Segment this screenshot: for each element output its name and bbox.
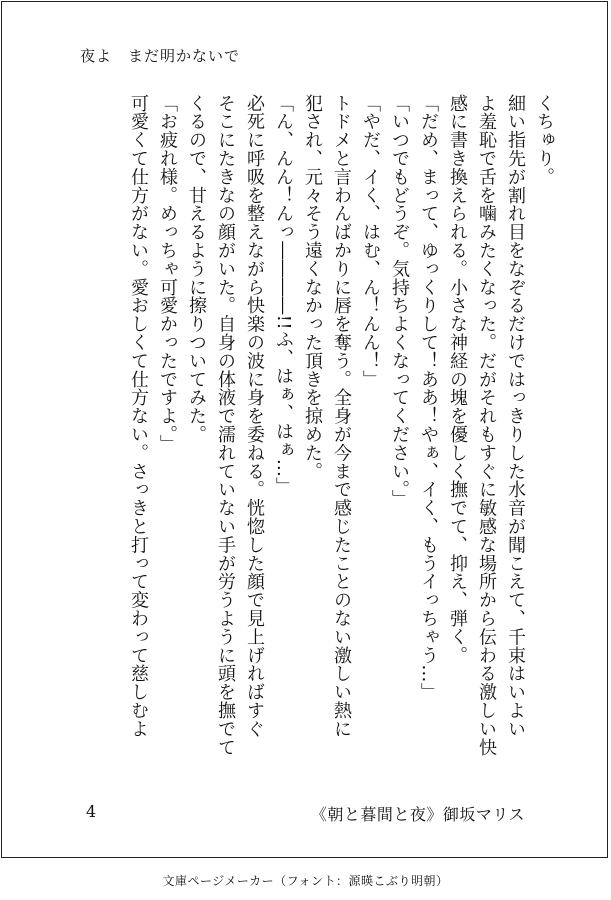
text-line: そこにたきなの顔がいた。自身の体液で濡れていない手が労うように頭を撫でて <box>215 94 236 757</box>
text-line: 「いつでもどうぞ。気持ちよくなってください。」 <box>389 94 410 509</box>
text-line: 可愛くて仕方がない。愛おしくて仕方ない。さっきと打って変わって慈しむよ <box>128 94 149 738</box>
text-line: 「やだ、イく、はむ、ん！んん！」 <box>360 94 381 389</box>
text-line: 感に書き換えられる。小さな神経の塊を優しく撫でて、抑え、弾く。 <box>447 94 468 665</box>
footer-credit: 文庫ページメーカー（フォント：源暎こぶり明朝） <box>162 874 449 888</box>
text-line: 必死に呼吸を整えながら快楽の波に身を委ねる。恍惚した顔で見上げればすぐ <box>244 94 265 738</box>
text-line: 「だめ、まって、ゆっくりして！ああ！やぁ、イく、もうイっちゃう…」 <box>418 94 439 702</box>
text-line: 「お疲れ様。めっちゃ可愛かったですよ。」 <box>157 94 178 453</box>
running-title: 夜よ まだ明かないで <box>80 47 241 65</box>
page-number: 4 <box>86 802 97 821</box>
text-line: 細い指先が割れ目をなぞるだけではっきりした水音が聞こえて、千束はいよい <box>505 94 526 738</box>
text-line: くちゅり。 <box>534 94 555 186</box>
text-line: くるので、甘えるように擦りついてみた。 <box>186 94 207 444</box>
body-text <box>124 94 559 757</box>
text-line: トドメと言わんばかりに唇を奪う。全身が今まで感じたことのない激しい熱に <box>331 94 352 738</box>
text-line: 犯され、元々そう遠くなかった頂きを掠めた。 <box>302 94 323 481</box>
book-title: 《朝と暮間と夜》御坂マリス <box>310 805 525 824</box>
book-page <box>1 1 608 858</box>
text-line: よ羞恥で舌を噛みたくなった。だがそれもすぐに敏感な場所から伝わる激しい快 <box>476 94 497 757</box>
text-line: 「ん、んん！んっ――――!!ふ、はぁ、はぁ…」 <box>273 94 294 496</box>
